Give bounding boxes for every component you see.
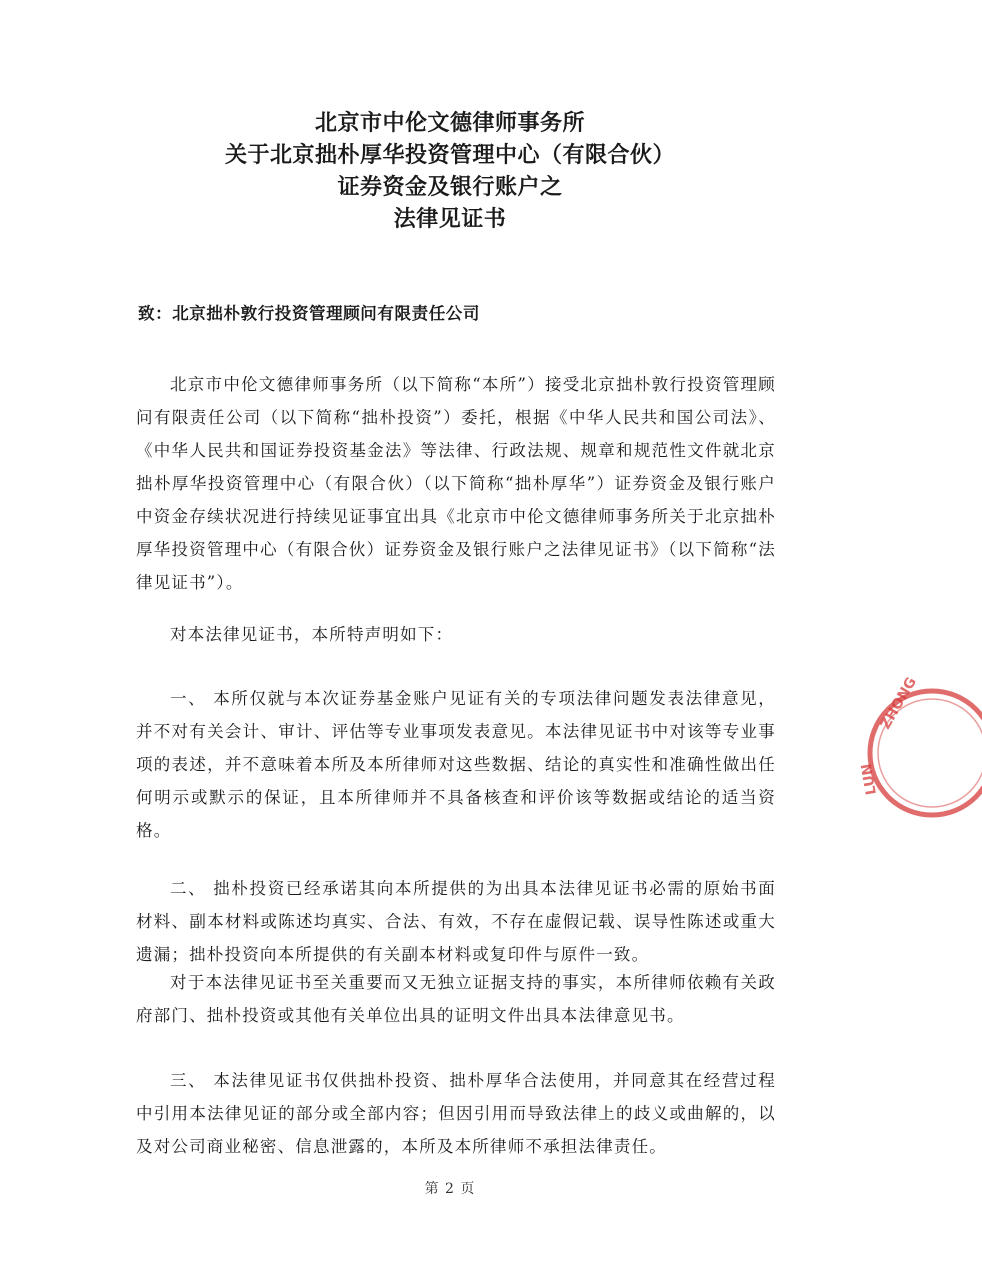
paragraph-declaration: 对本法律见证书，本所特声明如下： bbox=[170, 625, 454, 644]
title-line-4: 法律见证书 bbox=[393, 207, 507, 232]
addressee: 致：北京拙朴敦行投资管理顾问有限责任公司 bbox=[138, 304, 480, 323]
title-line-2: 关于北京拙朴厚华投资管理中心（有限合伙） bbox=[224, 143, 675, 168]
title-line-1: 北京市中伦文德律师事务所 bbox=[314, 111, 585, 136]
paragraph-item-2: 二、 拙朴投资已经承诺其向本所提供的为出具本法律见证书必需的原始书面材料、副本材料或陈述均真实、合法、有效，不存在虚假记载、误导性陈述或重大遗漏；拙朴投资向本所提供的有关副本材料或复印件与原件一致。 bbox=[136, 879, 776, 964]
title-line-3: 证券资金及银行账户之 bbox=[337, 175, 563, 200]
svg-text:LUN: LUN bbox=[858, 762, 880, 797]
paragraph-item-1: 一、 本所仅就与本次证券基金账户见证有关的专项法律问题发表法律意见，并不对有关会计、审计、评估等专业事项发表意见。本法律见证书中对该等专业事项的表述，并不意味着本所及本所律师对这些数据、结论的真实性和准确性做出任何明示或默示的保证，且本所律师并不具备核查和评价该等数据或结论的适当资格。 bbox=[136, 689, 776, 840]
svg-text:ZHONG: ZHONG bbox=[877, 674, 920, 732]
paragraph-item-3: 三、 本法律见证书仅供拙朴投资、拙朴厚华合法使用，并同意其在经营过程中引用本法律见证的部分或全部内容；但因引用而导致法律上的歧义或曲解的，以及对公司商业秘密、信息泄露的，本所及本所律师不承担法律责任。 bbox=[136, 1071, 776, 1156]
paragraph-item-2b: 对于本法律见证书至关重要而又无独立证据支持的事实，本所律师依赖有关政府部门、拙朴投资或其他有关单位出具的证明文件出具本法律意见书。 bbox=[136, 973, 776, 1025]
page-number: 第 2 页 bbox=[424, 1181, 476, 1197]
paragraph-intro: 北京市中伦文德律师事务所（以下简称“本所”）接受北京拙朴敦行投资管理顾问有限责任公司（以下简称“拙朴投资”）委托，根据《中华人民共和国公司法》、《中华人民共和国证券投资基金法》等法律、行政法规、规章和规范性文件就北京拙朴厚华投资管理中心（有限合伙）（以下简称“拙朴厚华”）证券资金及银行账户中资金存续状况进行持续见证事宜出具《北京市中伦文德律师事务所关于北京拙朴厚华投资管理中心（有限合伙）证券资金及银行账户之法律见证书》（以下简称“法律见证书”）。 bbox=[136, 375, 776, 592]
law-firm-seal bbox=[858, 668, 982, 838]
